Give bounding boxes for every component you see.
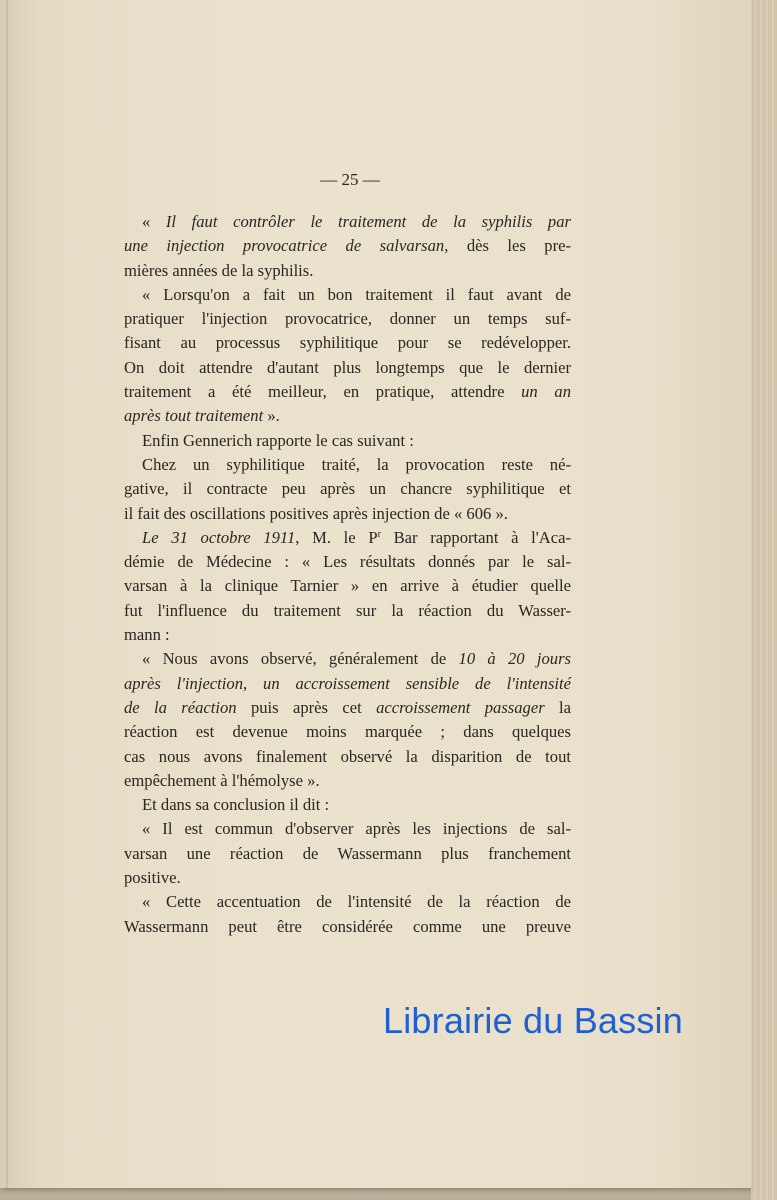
text-segment: fut l'influence du traitement sur la réaction du Wasser- [124, 600, 571, 620]
text-segment: Enfin Gennerich rapporte le cas suivant : [142, 430, 414, 450]
text-line [124, 866, 571, 890]
text-segment: mières années de la syphilis. [124, 260, 314, 280]
text-line [124, 283, 571, 307]
text-segment: démie de Médecine : « Les résultats donnés par le sal- [124, 552, 571, 572]
text-segment: dès les pre- [448, 236, 571, 256]
text-segment: , M. le P [295, 527, 378, 547]
italic-text: un an [521, 382, 571, 402]
text-line [124, 429, 571, 453]
italic-text: Il faut contrôler le traitement de la syphilis par [165, 212, 571, 231]
text-segment: « Lorsqu'on a fait un bon traitement il faut avant de [142, 284, 571, 304]
text-line [124, 817, 571, 841]
text-segment: positive. [124, 868, 181, 888]
text-line [124, 331, 571, 355]
text-segment: réaction est devenue moins marquée ; dans quelques [124, 722, 571, 742]
italic-text: de la réaction [124, 697, 237, 717]
text-line [124, 477, 571, 501]
text-segment: « Il est commun d'observer après les injections de sal- [142, 819, 571, 839]
text-line [124, 769, 571, 793]
text-segment: pratiquer l'injection provocatrice, donner un temps suf- [124, 309, 571, 329]
text-line [124, 380, 571, 404]
text-segment: fisant au processus syphilitique pour se redévelopper. [124, 333, 571, 353]
text-segment: varsan une réaction de Wassermann plus franchement [124, 843, 571, 863]
text-line [124, 647, 571, 671]
text-line [124, 842, 571, 866]
page-edge-stack [751, 0, 777, 1200]
text-segment: « [142, 212, 166, 231]
text-line [124, 502, 571, 526]
text-line [124, 210, 571, 234]
text-segment: puis après cet [236, 697, 377, 717]
text-line [124, 574, 571, 598]
text-segment: « Cette accentuation de l'intensité de la réaction de [142, 892, 571, 912]
text-line [124, 453, 571, 477]
text-line [124, 696, 571, 720]
text-line [124, 526, 571, 550]
italic-text: une injection provocatrice de salvarsan, [124, 236, 449, 256]
text-segment: Wassermann peut être considérée comme une preuve [124, 916, 571, 936]
text-line [124, 720, 571, 744]
italic-text: après tout traitement [124, 406, 264, 426]
text-segment: Bar rapportant à l'Aca- [380, 527, 572, 547]
text-segment: Chez un syphilitique traité, la provocation reste né- [142, 454, 571, 474]
superscript: r [377, 528, 381, 540]
text-line [124, 793, 571, 817]
text-segment: empêchement à l'hémolyse ». [124, 770, 320, 790]
text-segment: varsan à la clinique Tarnier » en arrive à étudier quelle [124, 576, 571, 596]
italic-text: 10 à 20 jours [458, 649, 571, 669]
text-segment: il fait des oscillations positives après injection de « 606 ». [124, 503, 508, 523]
text-segment: gative, il contracte peu après un chancre syphilitique et [124, 479, 571, 499]
text-line [124, 672, 571, 696]
text-segment: « Nous avons observé, généralement de [142, 649, 459, 669]
page-number: — 25 — [320, 170, 380, 189]
text-line [124, 234, 571, 258]
text-segment: traitement a été meilleur, en pratique, attendre [124, 382, 522, 402]
text-line [124, 307, 571, 331]
text-segment: mann : [124, 625, 170, 645]
text-segment: cas nous avons finalement observé la disparition de tout [124, 746, 571, 766]
italic-text: après l'injection, un accroissement sensible de l'intensité [124, 673, 571, 693]
text-segment: ». [263, 406, 280, 426]
text-line [124, 915, 571, 939]
italic-text: accroissement passager [376, 697, 545, 717]
text-line [124, 404, 571, 428]
text-segment: la [544, 697, 572, 717]
watermark-label: Librairie du Bassin [383, 1000, 683, 1041]
text-line [124, 890, 571, 914]
text-segment: Et dans sa conclusion il dit : [142, 795, 330, 815]
text-line [124, 623, 571, 647]
text-line [124, 745, 571, 769]
text-line [124, 356, 571, 380]
text-line [124, 550, 571, 574]
italic-text: Le 31 octobre 1911 [142, 527, 296, 547]
text-line [124, 259, 571, 283]
text-segment: On doit attendre d'autant plus longtemps que le dernier [124, 357, 571, 377]
body-text [124, 210, 571, 939]
text-line [124, 599, 571, 623]
